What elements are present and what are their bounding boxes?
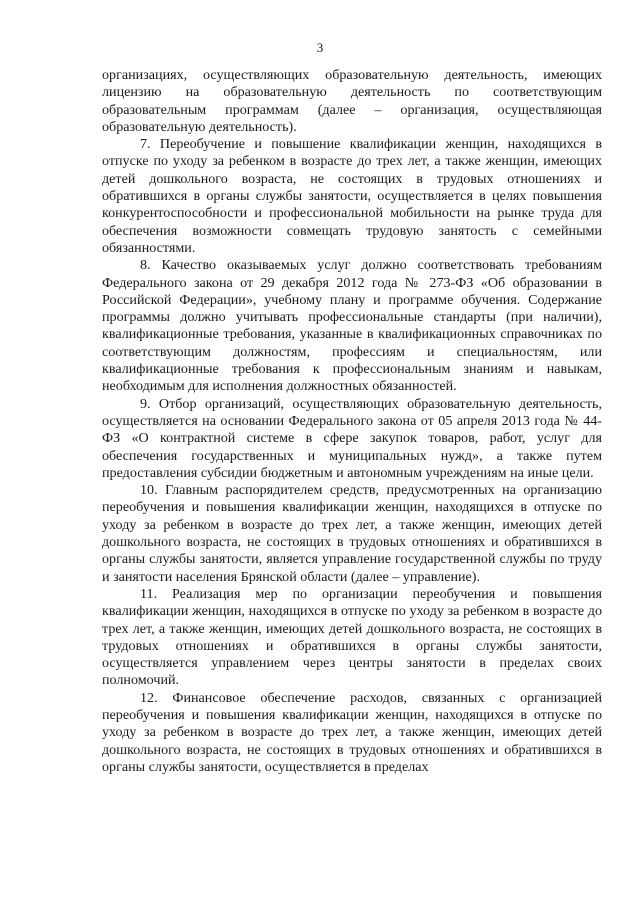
paragraph-continuation: организациях, осуществляющих образовательную деятельность, имеющих лицензию на образовательную деятельность по соответствующим образовательным программам (далее – организация, осуществляющая образовательную деятельность). [102,67,602,135]
paragraph-12: 12. Финансовое обеспечение расходов, связанных с организацией переобучения и повышения квалификации женщин, находящихся в отпуске по уходу за ребенком в возрасте до трех лет, а также женщин, имеющих детей дошкольного возраста, не состоящих в трудовых отношениях и обратившихся в органы службы занятости, осуществляется в пределах [102,689,602,775]
paragraph-10: 10. Главным распорядителем средств, предусмотренных на организацию переобучения и повышения квалификации женщин, находящихся в отпуске по уходу за ребенком в возрасте до трех лет, а также женщин, имеющих детей дошкольного возраста, не состоящих в трудовых отношениях и обратившихся в органы службы занятости, является управление государственной службы по труду и занятости населения Брянской области (далее – управление). [102,482,602,585]
paragraph-11: 11. Реализация мер по организации переобучения и повышения квалификации женщин, находящихся в отпуске по уходу за ребенком в возрасте до трех лет, а также женщин, имеющих детей дошкольного возраста, не состоящих в трудовых отношениях и обратившихся в органы службы занятости, осуществляется управлением через центры занятости в пределах своих полномочий. [102,585,602,689]
paragraph-7: 7. Переобучение и повышение квалификации женщин, находящихся в отпуске по уходу за ребенком в возрасте до трех лет, а также женщин, имеющих детей дошкольного возраста, не состоящих в трудовых отношениях и обратившихся в органы службы занятости, осуществляется в целях повышения конкурентоспособности и профессиональной мобильности на рынке труда для обеспечения возможности совмещать трудовую занятость с семейными обязанностями. [102,136,602,256]
paragraph-8: 8. Качество оказываемых услуг должно соответствовать требованиям Федерального закона от 29 декабря 2012 года № 273-ФЗ «Об образовании в Российской Федерации», учебному плану и программе обучения. Содержание программы должно учитывать профессиональные стандарты (при наличии), квалификационные требования, указанные в квалификационных справочниках по соответствующим должностям, профессиям и специальностям, или квалификационные требования к профессиональным знаниям и навыкам, необходимым для исполнения должностных обязанностей. [102,257,602,395]
page-number: 3 [316,40,324,55]
paragraph-9: 9. Отбор организаций, осуществляющих образовательную деятельность, осуществляется на основании Федерального закона от 05 апреля 2013 года № 44-ФЗ «О контрактной системе в сфере закупок товаров, работ, услуг для обеспечения государственных и муниципальных нужд», а также путем предоставления субсидии бюджетным и автономным учреждениям на иные цели. [102,395,602,481]
document-body [102,67,602,776]
